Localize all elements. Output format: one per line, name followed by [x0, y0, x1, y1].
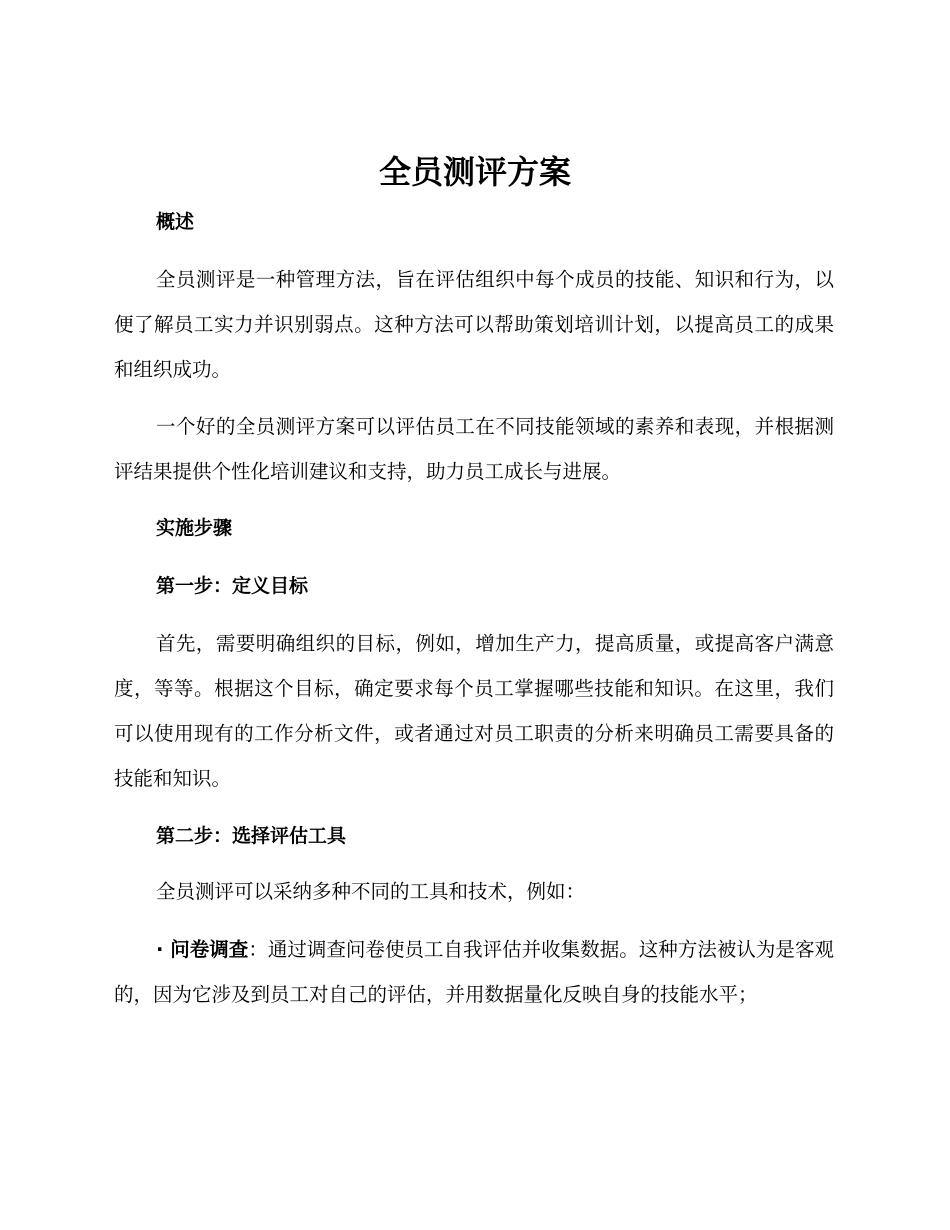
step1-paragraph: 首先，需要明确组织的目标，例如，增加生产力，提高质量，或提高客户满意度，等等。根据这个目标，确定要求每个员工掌握哪些技能和知识。在这里，我们可以使用现有的工作分析文件，或者通过对员工职责的分析来明确员工需要具备的技能和知识。: [114, 632, 834, 790]
overview-paragraph-2: 一个好的全员测评方案可以评估员工在不同技能领域的素养和表现，并根据测评结果提供个性化培训建议和支持，助力员工成长与进展。: [114, 415, 834, 483]
document-title: 全员测评方案: [378, 153, 571, 191]
steps-heading: 实施步骤: [156, 517, 233, 539]
step2-heading: 第二步：选择评估工具: [156, 825, 347, 847]
overview-paragraph-1: 全员测评是一种管理方法，旨在评估组织中每个成员的技能、知识和行为，以便了解员工实力并识别弱点。这种方法可以帮助策划培训计划，以提高员工的成果和组织成功。: [114, 268, 834, 381]
overview-heading: 概述: [156, 211, 195, 233]
bullet-item-questionnaire: [114, 927, 834, 1017]
step2-paragraph: 全员测评可以采纳多种不同的工具和技术，例如：: [156, 880, 586, 903]
bullet-term: · 问卷调查: [156, 938, 249, 961]
step1-heading: 第一步：定义目标: [156, 575, 309, 597]
bullet-text: ：通过调查问卷使员工自我评估并收集数据。这种方法被认为是客观的，因为它涉及到员工对自己的评估，并用数据量化反映自身的技能水平；: [114, 938, 834, 1006]
